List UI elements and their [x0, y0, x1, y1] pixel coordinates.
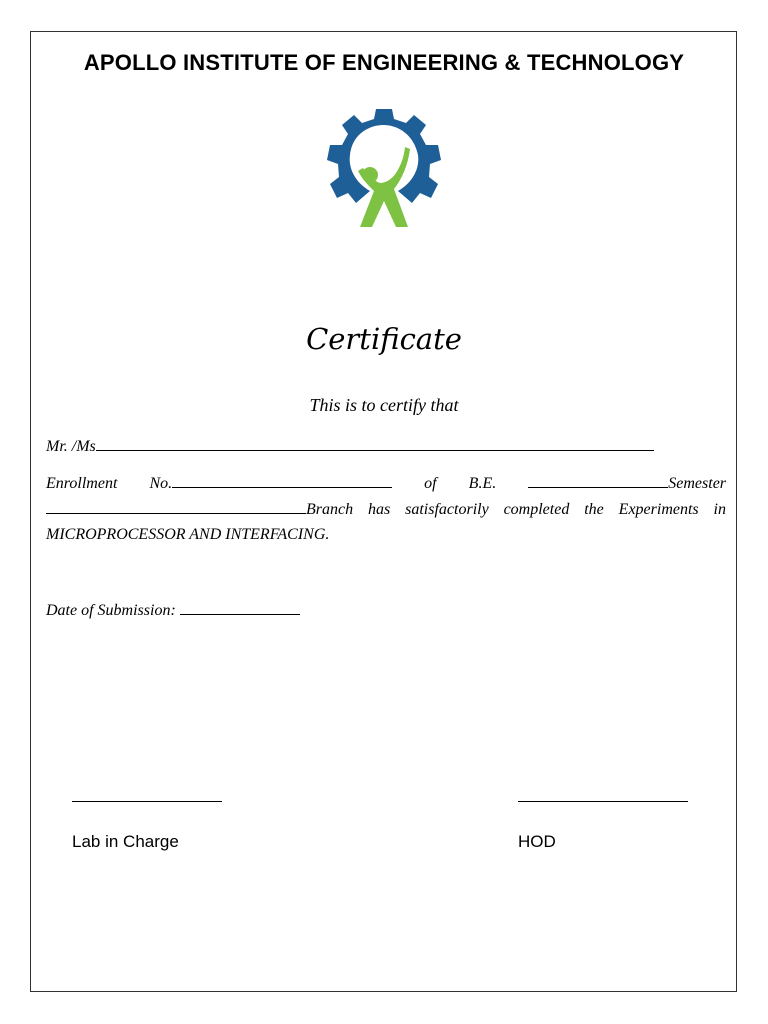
lab-charge-signature-line: [72, 800, 222, 802]
semester-field: Semester: [528, 475, 726, 492]
enrollment-no: No.: [149, 475, 392, 492]
person-figure: [358, 147, 410, 227]
lab-charge-label: Lab in Charge: [72, 832, 179, 851]
hod-signature-line: [518, 800, 688, 802]
enrollment-label: Enrollment: [46, 475, 118, 492]
enrollment-line: [46, 473, 726, 493]
name-prefix: Mr. /Ms: [46, 438, 96, 455]
subject-name: MICROPROCESSOR AND INTERFACING.: [46, 526, 330, 543]
branch-text: Branch has satisfactorily completed the Experiments in: [306, 501, 726, 518]
name-blank: [96, 436, 654, 451]
institute-name: APOLLO INSTITUTE OF ENGINEERING & TECHNOLOGY: [83, 50, 685, 75]
date-label: Date of Submission:: [46, 602, 176, 619]
degree-label: B.E.: [468, 475, 497, 492]
date-blank: [180, 600, 300, 615]
hod-label: HOD: [518, 832, 556, 851]
branch-line: [46, 499, 726, 519]
branch-blank: [46, 499, 306, 514]
certify-intro: This is to certify that: [309, 395, 459, 415]
date-line: [46, 600, 300, 620]
of-label: of: [424, 475, 437, 492]
gear-person-logo: [310, 105, 458, 235]
name-line: [46, 436, 654, 456]
certificate-title: Certificate: [306, 322, 462, 356]
